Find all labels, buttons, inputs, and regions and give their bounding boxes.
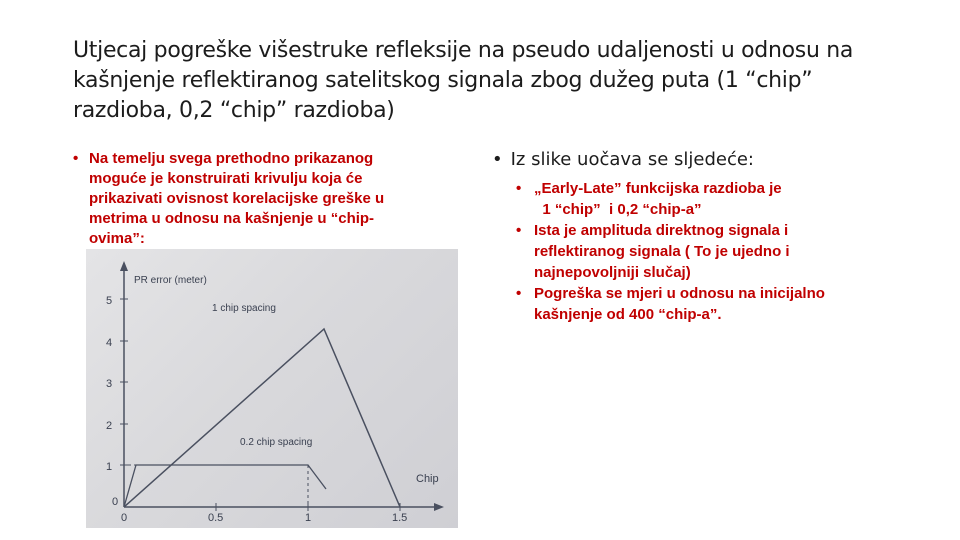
x-tick-label: 1.5: [392, 512, 408, 524]
title-line-1: Utjecaj pogreške višestruke refleksije na pseudo udaljenosti u odnosu na: [73, 38, 854, 63]
y-tick-label: 3: [106, 378, 113, 390]
sub-bullet-text: [534, 283, 912, 325]
left-line: moguće je konstruirati krivulju koja će: [89, 170, 363, 187]
right-main-text: Iz slike uočava se sljedeće:: [510, 149, 754, 170]
y-tick-label: 4: [106, 337, 113, 349]
x-axis-arrow: [434, 503, 444, 511]
left-line: metrima u odnosu na kašnjenje u “chip-: [89, 210, 375, 227]
sub-bullet-text: [534, 220, 912, 283]
title-line-2: kašnjenje reflektiranog satelitskog signala zbog dužeg puta (1 “chip”: [73, 68, 813, 93]
bullet-marker: •: [516, 180, 522, 197]
sub-line: 1 “chip” i 0,2 “chip-a”: [534, 201, 702, 218]
sub-line: Pogreška se mjeri u odnosu na inicijalno: [534, 285, 825, 302]
left-line: prikazivati ovisnost korelacijske greške u: [89, 190, 385, 207]
bullet-marker: •: [73, 150, 79, 167]
bullet-marker: •: [516, 222, 522, 239]
right-main-bullet: [492, 148, 912, 172]
left-line: Na temelju svega prethodno prikazanog: [89, 150, 374, 167]
sub-line: reflektiranog signala ( To je ujedno i: [534, 243, 790, 260]
left-line: ovima”:: [89, 230, 145, 247]
sub-bullet-item: [516, 178, 912, 220]
y-tick-label: 1: [106, 461, 113, 473]
title-line-3: razdioba, 0,2 “chip” razdioba): [73, 98, 395, 123]
sub-line: kašnjenje od 400 “chip-a”.: [534, 306, 722, 323]
left-bullet-text: [89, 149, 443, 249]
x-tick-label: 0.5: [208, 512, 224, 524]
x-tick-label: 1: [305, 512, 312, 524]
label-1-chip: 1 chip spacing: [212, 303, 276, 314]
left-bullet-item: [73, 149, 443, 249]
curve-02-chip: [124, 465, 326, 507]
sub-bullet-item: [516, 283, 912, 325]
sub-line: najnepovoljniji slučaj): [534, 264, 691, 281]
x-tick-label: 0: [121, 512, 128, 524]
bullet-marker: •: [516, 285, 522, 302]
sub-bullet-text: [534, 178, 912, 220]
slide-title: [73, 36, 933, 126]
sub-line: „Early-Late” funkcijska razdioba je: [534, 180, 782, 197]
right-column: [492, 148, 912, 325]
sub-line: Ista je amplituda direktnog signala i: [534, 222, 789, 239]
y-tick-label: 2: [106, 420, 113, 432]
y-tick-label: 5: [106, 295, 113, 307]
error-graph-photo: [86, 249, 458, 528]
sub-bullet-item: [516, 220, 912, 283]
label-02-chip: 0.2 chip spacing: [240, 437, 313, 448]
curve-1-chip: [124, 329, 400, 507]
y-tick-label: 0: [112, 496, 119, 508]
bullet-marker: •: [492, 149, 503, 170]
x-axis-label: Chip: [416, 473, 439, 485]
graph-drawing: [86, 249, 458, 528]
y-axis-arrow: [120, 261, 128, 271]
y-axis-label: PR error (meter): [134, 275, 207, 286]
